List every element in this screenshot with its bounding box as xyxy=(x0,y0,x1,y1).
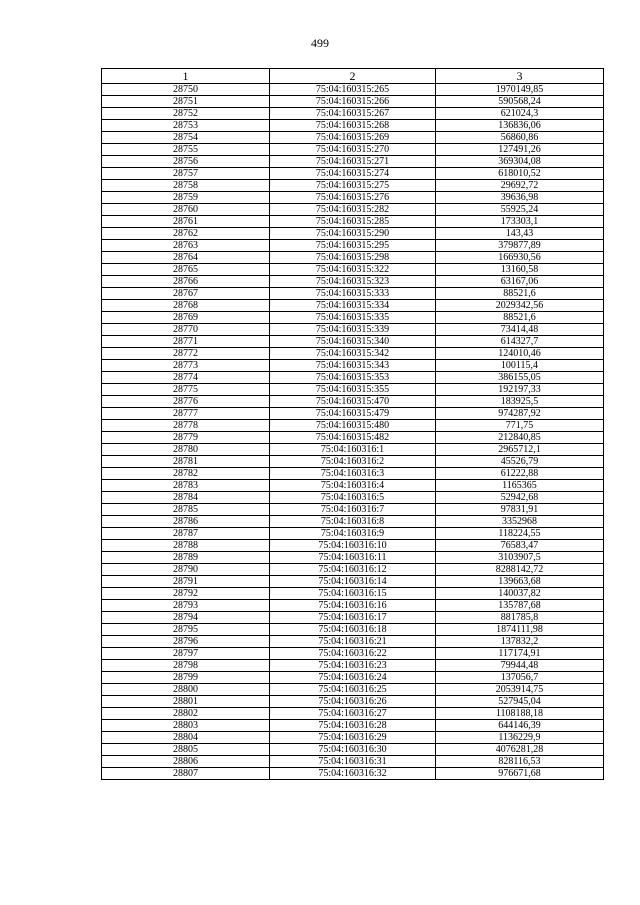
cell-cadastral-id: 75:04:160316:23 xyxy=(270,660,436,672)
cell-cadastral-id: 75:04:160316:12 xyxy=(270,564,436,576)
cell-cadastral-id: 75:04:160315:266 xyxy=(270,96,436,108)
table-row xyxy=(102,552,604,564)
cell-number: 28791 xyxy=(102,576,270,588)
table-row xyxy=(102,396,604,408)
cell-cadastral-id: 75:04:160315:271 xyxy=(270,156,436,168)
cell-value: 136836,06 xyxy=(436,120,604,132)
table-row xyxy=(102,252,604,264)
table-row xyxy=(102,336,604,348)
cell-number: 28759 xyxy=(102,192,270,204)
cell-cadastral-id: 75:04:160315:479 xyxy=(270,408,436,420)
cell-number: 28764 xyxy=(102,252,270,264)
cell-number: 28766 xyxy=(102,276,270,288)
cell-cadastral-id: 75:04:160315:269 xyxy=(270,132,436,144)
table-row xyxy=(102,744,604,756)
table-row xyxy=(102,180,604,192)
table-row xyxy=(102,300,604,312)
cell-cadastral-id: 75:04:160315:267 xyxy=(270,108,436,120)
cell-number: 28801 xyxy=(102,696,270,708)
cell-cadastral-id: 75:04:160316:11 xyxy=(270,552,436,564)
table-row xyxy=(102,144,604,156)
cell-number: 28797 xyxy=(102,648,270,660)
cell-value: 1108188,18 xyxy=(436,708,604,720)
cell-value: 117174,91 xyxy=(436,648,604,660)
table-row xyxy=(102,492,604,504)
cell-value: 55925,24 xyxy=(436,204,604,216)
table-row xyxy=(102,588,604,600)
cell-cadastral-id: 75:04:160315:298 xyxy=(270,252,436,264)
table-row xyxy=(102,276,604,288)
cell-number: 28758 xyxy=(102,180,270,192)
table-row xyxy=(102,624,604,636)
table-row xyxy=(102,636,604,648)
table-row xyxy=(102,720,604,732)
table-row xyxy=(102,528,604,540)
cell-cadastral-id: 75:04:160315:480 xyxy=(270,420,436,432)
cell-cadastral-id: 75:04:160315:276 xyxy=(270,192,436,204)
cell-value: 137056,7 xyxy=(436,672,604,684)
cell-value: 192197,33 xyxy=(436,384,604,396)
table-row xyxy=(102,432,604,444)
cell-value: 45526,79 xyxy=(436,456,604,468)
cell-number: 28794 xyxy=(102,612,270,624)
table-row xyxy=(102,612,604,624)
cell-value: 73414,48 xyxy=(436,324,604,336)
table-row xyxy=(102,576,604,588)
cell-value: 771,75 xyxy=(436,420,604,432)
cell-value: 88521,6 xyxy=(436,288,604,300)
cell-number: 28775 xyxy=(102,384,270,396)
table-row xyxy=(102,684,604,696)
table-row xyxy=(102,192,604,204)
cell-number: 28773 xyxy=(102,360,270,372)
cell-cadastral-id: 75:04:160315:333 xyxy=(270,288,436,300)
cell-number: 28770 xyxy=(102,324,270,336)
cell-value: 3352968 xyxy=(436,516,604,528)
cell-number: 28779 xyxy=(102,432,270,444)
cell-cadastral-id: 75:04:160315:353 xyxy=(270,372,436,384)
cell-number: 28792 xyxy=(102,588,270,600)
header-row xyxy=(102,69,604,84)
cell-value: 379877,89 xyxy=(436,240,604,252)
cell-value: 614327,7 xyxy=(436,336,604,348)
cell-number: 28795 xyxy=(102,624,270,636)
table-row xyxy=(102,408,604,420)
cell-value: 590568,24 xyxy=(436,96,604,108)
cell-number: 28768 xyxy=(102,300,270,312)
cell-cadastral-id: 75:04:160315:275 xyxy=(270,180,436,192)
table-row xyxy=(102,468,604,480)
cell-value: 140037,82 xyxy=(436,588,604,600)
cell-number: 28777 xyxy=(102,408,270,420)
cell-value: 976671,68 xyxy=(436,768,604,780)
cell-number: 28772 xyxy=(102,348,270,360)
cell-number: 28796 xyxy=(102,636,270,648)
cell-number: 28803 xyxy=(102,720,270,732)
table-row xyxy=(102,132,604,144)
cell-value: 2029342,56 xyxy=(436,300,604,312)
cell-value: 527945,04 xyxy=(436,696,604,708)
cell-value: 183925,5 xyxy=(436,396,604,408)
table-row xyxy=(102,540,604,552)
cell-number: 28784 xyxy=(102,492,270,504)
table-row xyxy=(102,120,604,132)
cell-cadastral-id: 75:04:160316:30 xyxy=(270,744,436,756)
cell-cadastral-id: 75:04:160316:8 xyxy=(270,516,436,528)
cell-number: 28782 xyxy=(102,468,270,480)
cell-number: 28754 xyxy=(102,132,270,144)
cell-value: 100115,4 xyxy=(436,360,604,372)
cell-value: 1970149,85 xyxy=(436,84,604,96)
cell-value: 79944,48 xyxy=(436,660,604,672)
table-body xyxy=(102,84,604,780)
cell-value: 974287,92 xyxy=(436,408,604,420)
table-row xyxy=(102,348,604,360)
cell-number: 28761 xyxy=(102,216,270,228)
cell-value: 8288142,72 xyxy=(436,564,604,576)
cell-value: 644146,39 xyxy=(436,720,604,732)
cell-value: 4076281,28 xyxy=(436,744,604,756)
cell-number: 28786 xyxy=(102,516,270,528)
table-header xyxy=(102,69,604,84)
cell-number: 28787 xyxy=(102,528,270,540)
table-row xyxy=(102,288,604,300)
cell-number: 28789 xyxy=(102,552,270,564)
table-row xyxy=(102,696,604,708)
cell-cadastral-id: 75:04:160316:21 xyxy=(270,636,436,648)
table-row xyxy=(102,240,604,252)
cell-cadastral-id: 75:04:160315:290 xyxy=(270,228,436,240)
cell-number: 28781 xyxy=(102,456,270,468)
cell-cadastral-id: 75:04:160316:22 xyxy=(270,648,436,660)
cell-value: 139663,68 xyxy=(436,576,604,588)
table-row xyxy=(102,372,604,384)
cell-number: 28750 xyxy=(102,84,270,96)
cell-number: 28788 xyxy=(102,540,270,552)
table-row xyxy=(102,444,604,456)
column-header-3: 3 xyxy=(436,69,604,84)
cell-cadastral-id: 75:04:160316:18 xyxy=(270,624,436,636)
cell-cadastral-id: 75:04:160315:335 xyxy=(270,312,436,324)
cell-value: 56860,86 xyxy=(436,132,604,144)
cell-cadastral-id: 75:04:160316:17 xyxy=(270,612,436,624)
cell-number: 28751 xyxy=(102,96,270,108)
cell-cadastral-id: 75:04:160315:482 xyxy=(270,432,436,444)
cell-value: 61222,88 xyxy=(436,468,604,480)
table-row xyxy=(102,264,604,276)
cell-cadastral-id: 75:04:160315:355 xyxy=(270,384,436,396)
cell-value: 118224,55 xyxy=(436,528,604,540)
table-row xyxy=(102,204,604,216)
cell-number: 28760 xyxy=(102,204,270,216)
cell-number: 28783 xyxy=(102,480,270,492)
cell-cadastral-id: 75:04:160316:1 xyxy=(270,444,436,456)
table-row xyxy=(102,312,604,324)
cell-cadastral-id: 75:04:160316:16 xyxy=(270,600,436,612)
table-row xyxy=(102,564,604,576)
cell-number: 28757 xyxy=(102,168,270,180)
cell-cadastral-id: 75:04:160316:3 xyxy=(270,468,436,480)
table-row xyxy=(102,324,604,336)
cell-cadastral-id: 75:04:160315:282 xyxy=(270,204,436,216)
cell-value: 135787,68 xyxy=(436,600,604,612)
table-row xyxy=(102,732,604,744)
cell-value: 39636,98 xyxy=(436,192,604,204)
cell-cadastral-id: 75:04:160316:7 xyxy=(270,504,436,516)
cell-value: 828116,53 xyxy=(436,756,604,768)
cell-cadastral-id: 75:04:160315:339 xyxy=(270,324,436,336)
cell-number: 28800 xyxy=(102,684,270,696)
cell-cadastral-id: 75:04:160316:15 xyxy=(270,588,436,600)
cell-cadastral-id: 75:04:160315:340 xyxy=(270,336,436,348)
cell-number: 28771 xyxy=(102,336,270,348)
table-row xyxy=(102,456,604,468)
cell-cadastral-id: 75:04:160316:27 xyxy=(270,708,436,720)
cell-value: 88521,6 xyxy=(436,312,604,324)
table-row xyxy=(102,648,604,660)
table-row xyxy=(102,504,604,516)
cell-value: 76583,47 xyxy=(436,540,604,552)
cell-number: 28804 xyxy=(102,732,270,744)
cell-number: 28755 xyxy=(102,144,270,156)
cell-cadastral-id: 75:04:160316:10 xyxy=(270,540,436,552)
cell-number: 28798 xyxy=(102,660,270,672)
cell-value: 881785,8 xyxy=(436,612,604,624)
cell-number: 28793 xyxy=(102,600,270,612)
cell-number: 28769 xyxy=(102,312,270,324)
cell-value: 13160,58 xyxy=(436,264,604,276)
cell-value: 63167,06 xyxy=(436,276,604,288)
cell-number: 28780 xyxy=(102,444,270,456)
column-header-1: 1 xyxy=(102,69,270,84)
cell-value: 3103907,5 xyxy=(436,552,604,564)
table-row xyxy=(102,228,604,240)
cell-value: 2965712,1 xyxy=(436,444,604,456)
cell-value: 137832,2 xyxy=(436,636,604,648)
cell-number: 28752 xyxy=(102,108,270,120)
cell-cadastral-id: 75:04:160315:265 xyxy=(270,84,436,96)
cell-cadastral-id: 75:04:160315:295 xyxy=(270,240,436,252)
table-row xyxy=(102,216,604,228)
cell-value: 1165365 xyxy=(436,480,604,492)
cell-value: 127491,26 xyxy=(436,144,604,156)
cell-cadastral-id: 75:04:160316:25 xyxy=(270,684,436,696)
table-row xyxy=(102,480,604,492)
table-row xyxy=(102,360,604,372)
cell-number: 28756 xyxy=(102,156,270,168)
cell-number: 28778 xyxy=(102,420,270,432)
cell-value: 97831,91 xyxy=(436,504,604,516)
cell-cadastral-id: 75:04:160316:9 xyxy=(270,528,436,540)
cell-value: 124010,46 xyxy=(436,348,604,360)
cell-cadastral-id: 75:04:160316:31 xyxy=(270,756,436,768)
cell-number: 28785 xyxy=(102,504,270,516)
cell-number: 28805 xyxy=(102,744,270,756)
cell-cadastral-id: 75:04:160316:2 xyxy=(270,456,436,468)
cell-cadastral-id: 75:04:160315:323 xyxy=(270,276,436,288)
table-row xyxy=(102,156,604,168)
cell-cadastral-id: 75:04:160315:322 xyxy=(270,264,436,276)
cell-value: 173303,1 xyxy=(436,216,604,228)
cell-cadastral-id: 75:04:160315:270 xyxy=(270,144,436,156)
cell-value: 618010,52 xyxy=(436,168,604,180)
table-row xyxy=(102,660,604,672)
cell-value: 29692,72 xyxy=(436,180,604,192)
cell-cadastral-id: 75:04:160316:26 xyxy=(270,696,436,708)
cell-cadastral-id: 75:04:160316:14 xyxy=(270,576,436,588)
cell-cadastral-id: 75:04:160316:29 xyxy=(270,732,436,744)
page-number: 499 xyxy=(311,36,329,50)
table-row xyxy=(102,672,604,684)
cell-number: 28802 xyxy=(102,708,270,720)
table-row xyxy=(102,108,604,120)
cell-cadastral-id: 75:04:160315:470 xyxy=(270,396,436,408)
table-row xyxy=(102,516,604,528)
cell-value: 386155,05 xyxy=(436,372,604,384)
cell-value: 143,43 xyxy=(436,228,604,240)
cell-number: 28774 xyxy=(102,372,270,384)
table-row xyxy=(102,96,604,108)
table-row xyxy=(102,768,604,780)
cell-value: 166930,56 xyxy=(436,252,604,264)
cell-cadastral-id: 75:04:160315:343 xyxy=(270,360,436,372)
table-row xyxy=(102,708,604,720)
cell-number: 28765 xyxy=(102,264,270,276)
cell-number: 28790 xyxy=(102,564,270,576)
cell-number: 28807 xyxy=(102,768,270,780)
table-row xyxy=(102,384,604,396)
cell-number: 28763 xyxy=(102,240,270,252)
cell-number: 28806 xyxy=(102,756,270,768)
cell-value: 1874111,98 xyxy=(436,624,604,636)
cell-cadastral-id: 75:04:160315:268 xyxy=(270,120,436,132)
cell-value: 369304,08 xyxy=(436,156,604,168)
cell-value: 2053914,75 xyxy=(436,684,604,696)
cell-cadastral-id: 75:04:160316:24 xyxy=(270,672,436,684)
column-header-2: 2 xyxy=(270,69,436,84)
cell-cadastral-id: 75:04:160316:5 xyxy=(270,492,436,504)
cell-cadastral-id: 75:04:160315:342 xyxy=(270,348,436,360)
cell-number: 28753 xyxy=(102,120,270,132)
cell-value: 52942,68 xyxy=(436,492,604,504)
cell-cadastral-id: 75:04:160315:285 xyxy=(270,216,436,228)
cell-number: 28762 xyxy=(102,228,270,240)
cell-cadastral-id: 75:04:160315:334 xyxy=(270,300,436,312)
cell-cadastral-id: 75:04:160316:32 xyxy=(270,768,436,780)
table-row xyxy=(102,756,604,768)
cell-number: 28799 xyxy=(102,672,270,684)
cell-cadastral-id: 75:04:160315:274 xyxy=(270,168,436,180)
cell-value: 212840,85 xyxy=(436,432,604,444)
cell-value: 1136229,9 xyxy=(436,732,604,744)
cell-cadastral-id: 75:04:160316:28 xyxy=(270,720,436,732)
cell-number: 28767 xyxy=(102,288,270,300)
data-table xyxy=(101,68,604,780)
cell-number: 28776 xyxy=(102,396,270,408)
table-row xyxy=(102,420,604,432)
cell-value: 621024,3 xyxy=(436,108,604,120)
table-row xyxy=(102,84,604,96)
table-row xyxy=(102,600,604,612)
table-row xyxy=(102,168,604,180)
cell-cadastral-id: 75:04:160316:4 xyxy=(270,480,436,492)
